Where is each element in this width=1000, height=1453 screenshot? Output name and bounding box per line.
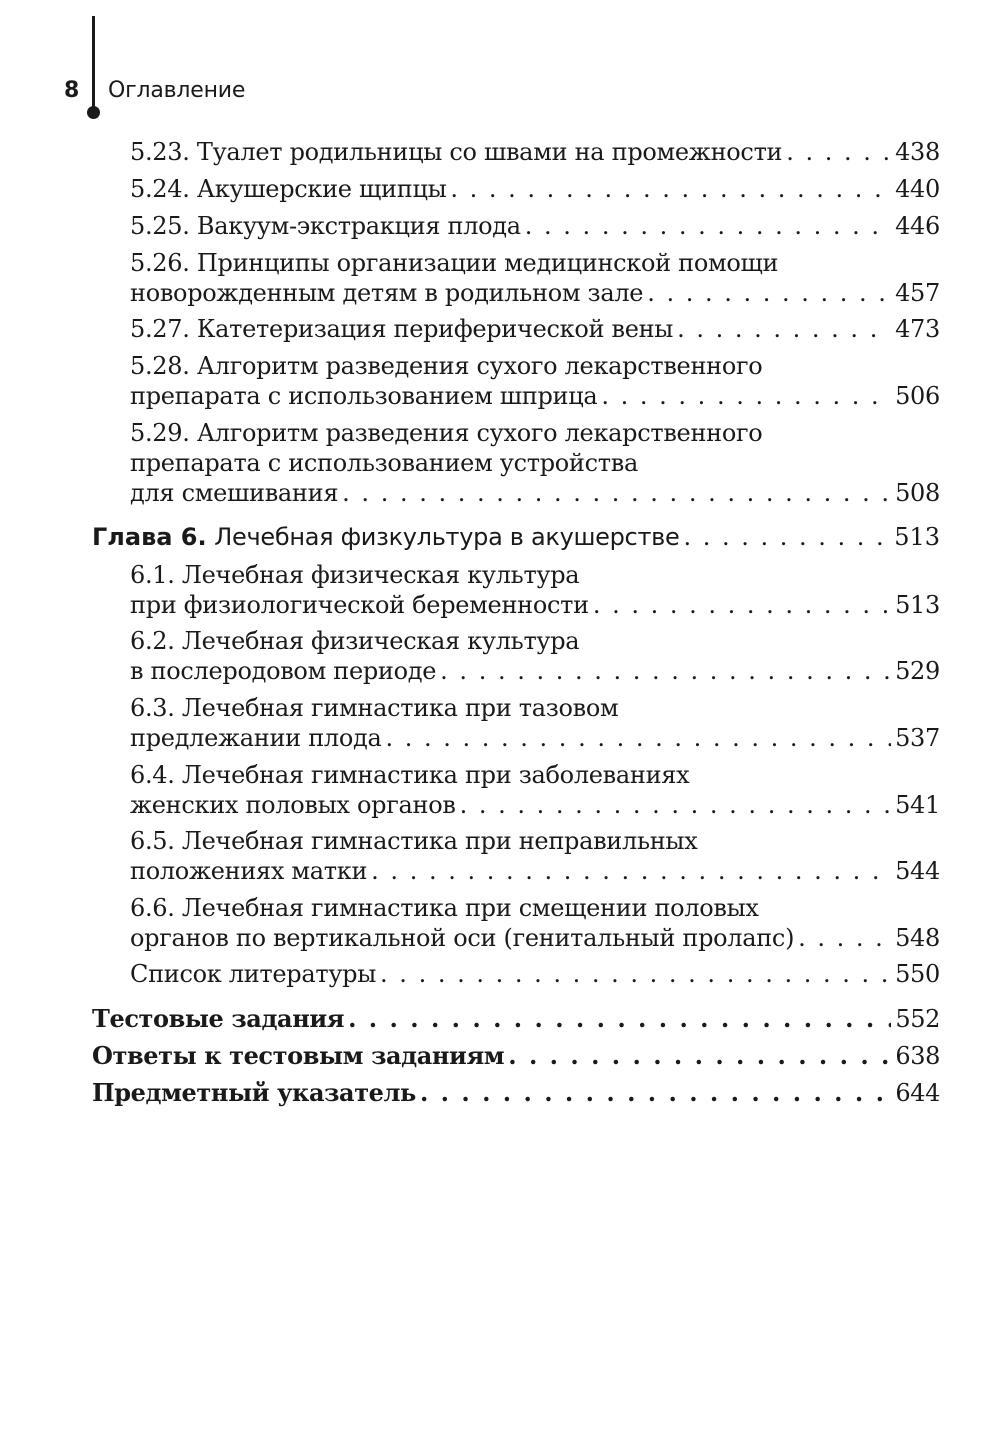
toc-entry-title: женских половых органов <box>130 791 456 819</box>
toc-page-number: 638 <box>895 1042 940 1070</box>
toc-entry-6-6[interactable] <box>130 893 940 953</box>
dot-leader <box>647 278 891 308</box>
dot-leader <box>683 522 890 552</box>
dot-leader <box>342 478 891 508</box>
toc-entry-title-line: 6.5. Лечебная гимнастика при неправильных <box>130 827 698 855</box>
dot-leader <box>420 1078 891 1108</box>
toc-page-number: 529 <box>895 657 940 685</box>
toc-entry-title-line: 6.3. Лечебная гимнастика при тазовом <box>130 694 619 722</box>
toc-page-number: 440 <box>895 175 940 203</box>
toc-page-number: 438 <box>895 138 940 166</box>
toc-entry-5-25[interactable] <box>130 211 940 241</box>
toc-page-number: 537 <box>895 724 940 752</box>
chapter-label: Глава 6. <box>92 523 207 551</box>
chapter-title: Лечебная физкультура в акушерстве <box>214 523 680 551</box>
dot-leader <box>508 1041 891 1071</box>
toc-entry-title: 5.23. Туалет родильницы со швами на промежности <box>130 138 783 166</box>
toc-page-number: 541 <box>895 791 940 819</box>
toc-entry-title: препарата с использованием шприца <box>130 382 598 410</box>
dot-leader <box>380 959 891 989</box>
toc-entry-5-29[interactable] <box>130 418 940 508</box>
dot-leader <box>371 856 891 886</box>
toc-entry-tests[interactable] <box>92 1004 940 1034</box>
toc-entry-title-line: препарата с использованием устройства <box>130 449 638 477</box>
header-rule-dot <box>87 106 100 119</box>
header-rule <box>92 16 95 114</box>
toc-entry-title: Ответы к тестовым заданиям <box>92 1041 505 1070</box>
dot-leader <box>593 590 891 620</box>
toc-entry-title-line: 6.2. Лечебная физическая культура <box>130 627 580 655</box>
toc-page-number: 446 <box>895 212 940 240</box>
toc-entry-6-5[interactable] <box>130 826 940 886</box>
toc-entry-title-line: 5.28. Алгоритм разведения сухого лекарственного <box>130 352 763 380</box>
toc-entry-6-1[interactable] <box>130 560 940 620</box>
toc-page-number: 548 <box>895 924 940 952</box>
toc-entry-title: Список литературы <box>130 960 377 988</box>
toc-entry-6-3[interactable] <box>130 693 940 753</box>
toc-entry-title: новорожденным детям в родильном зале <box>130 279 644 307</box>
toc-chapter-6[interactable] <box>92 522 940 552</box>
toc-entry-title: 5.27. Катетеризация периферической вены <box>130 315 674 343</box>
toc-entry-title-line: 6.4. Лечебная гимнастика при заболеваниях <box>130 761 690 789</box>
dot-leader <box>786 137 891 167</box>
toc-page-number: 513 <box>894 523 940 551</box>
toc-page-number: 473 <box>895 315 940 343</box>
toc-entry-5-26[interactable] <box>130 248 940 308</box>
running-header-title: Оглавление <box>108 78 246 103</box>
toc-entry-answers[interactable] <box>92 1041 940 1071</box>
toc-entry-title-line: 5.26. Принципы организации медицинской помощи <box>130 249 779 277</box>
toc-entry-title: при физиологической беременности <box>130 591 589 619</box>
toc-entry-5-24[interactable] <box>130 174 940 204</box>
toc-entry-title: Тестовые задания <box>92 1004 345 1033</box>
toc-page-number: 644 <box>895 1079 940 1107</box>
toc-entry-title-line: 6.6. Лечебная гимнастика при смещении половых <box>130 894 759 922</box>
toc-page-number: 457 <box>895 279 940 307</box>
dot-leader <box>348 1004 891 1034</box>
toc-entry-title-line: 6.1. Лечебная физическая культура <box>130 561 580 589</box>
toc-entry-references[interactable] <box>130 959 940 989</box>
toc-entry-index[interactable] <box>92 1078 940 1108</box>
dot-leader <box>440 656 891 686</box>
toc-page-number: 506 <box>895 382 940 410</box>
toc-page-number: 508 <box>895 479 940 507</box>
toc-entry-title: органов по вертикальной оси (генитальный пролапс) <box>130 924 795 952</box>
toc-entry-title: Предметный указатель <box>92 1078 416 1107</box>
toc-entry-title: предлежании плода <box>130 724 382 752</box>
dot-leader <box>385 723 891 753</box>
toc-entry-title: 5.24. Акушерские щипцы <box>130 175 447 203</box>
page-number: 8 <box>64 78 80 103</box>
toc-page-number: 513 <box>895 591 940 619</box>
dot-leader <box>798 923 891 953</box>
toc-entry-title-line: 5.29. Алгоритм разведения сухого лекарственного <box>130 419 763 447</box>
dot-leader <box>460 790 892 820</box>
toc-page-number: 550 <box>895 960 940 988</box>
toc-entry-5-28[interactable] <box>130 351 940 411</box>
toc-entry-5-27[interactable] <box>130 314 940 344</box>
toc-page-number: 544 <box>895 857 940 885</box>
dot-leader <box>450 174 891 204</box>
toc-entry-title: для смешивания <box>130 479 339 507</box>
dot-leader <box>677 314 891 344</box>
toc-entry-title: 5.25. Вакуум-экстракция плода <box>130 212 521 240</box>
toc-entry-title: в послеродовом периоде <box>130 657 437 685</box>
dot-leader <box>525 211 891 241</box>
toc-entry-6-4[interactable] <box>130 760 940 820</box>
toc-entry-6-2[interactable] <box>130 626 940 686</box>
toc-page-number: 552 <box>895 1005 940 1033</box>
dot-leader <box>601 381 891 411</box>
toc-entry-title: положениях матки <box>130 857 368 885</box>
toc-entry-5-23[interactable] <box>130 137 940 167</box>
